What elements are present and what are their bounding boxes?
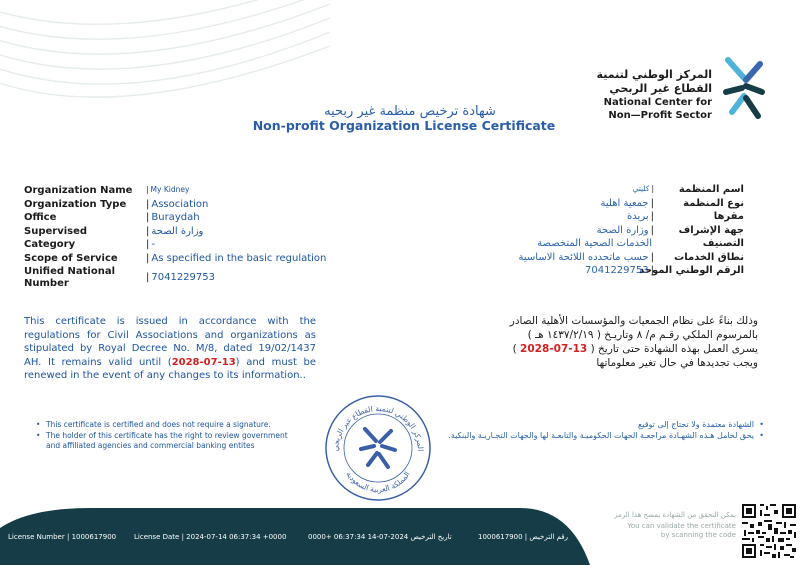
field-row-scope <box>24 253 364 267</box>
certificate-title-ar: شهادة ترخيص منظمة غير ربحيه <box>324 104 496 119</box>
verify-text-en-line1: You can validate the certificate <box>627 522 736 530</box>
field-label: جهة الإشراف <box>678 224 744 236</box>
field-value: | As specified in the basic regulation <box>146 253 326 264</box>
field-label: Supervised <box>24 225 88 237</box>
field-value: | وزارة الصحة <box>146 226 203 237</box>
statement-en <box>24 315 316 383</box>
field-value: | حسب ماتحدده اللائحة الاساسية <box>519 252 654 263</box>
note-item: • الشهادة معتمدة ولا تحتاج إلى توقيع <box>434 420 764 431</box>
license-date-value-ar: 0000+ 06:37:34 14-07-2024 <box>308 533 409 541</box>
statement-en-part2: ) and must be renewed in the event of any changes to its information.. <box>24 356 316 382</box>
verify-text-en-line2: by scanning the code <box>660 531 736 539</box>
field-label: الرقم الوطني الموحد <box>639 265 744 276</box>
license-date-value-en: 2024-07-14 06:37:34 +0000 <box>186 533 287 541</box>
license-date-label-ar: تاريخ الترخيص <box>410 533 452 541</box>
field-value: | Buraydah <box>146 212 200 223</box>
field-row-org-type-ar <box>414 198 744 212</box>
decorative-curves <box>0 0 330 120</box>
field-row-supervised <box>24 226 364 240</box>
note-item: • The holder of this certificate has the right to review government <box>36 431 326 442</box>
field-value: | جمعية اهلية <box>601 198 654 209</box>
field-row-category <box>24 239 364 253</box>
notes-en <box>36 420 326 452</box>
field-value: | 7041229753 <box>585 265 654 276</box>
field-row-unified-number <box>24 266 364 292</box>
field-row-office-ar <box>414 211 744 225</box>
field-value: | 7041229753 <box>146 272 215 283</box>
note-item: • يحق لحامل هـذه الشهـادة مراجعـة الجهات الحكوميـة والتابعـة لها والجهات التجـاريـة والبنكية. <box>434 431 764 442</box>
verify-text-ar: يمكن التحقق من الشهادة بمسح هذا الرمز <box>614 511 736 519</box>
statement-ar <box>428 314 758 370</box>
seal-bottom-text: المملكة العربية السعودية <box>344 469 412 495</box>
license-number-ar: 1000617900 | رقم الترخيص <box>478 533 569 541</box>
field-label: نوع المنظمة <box>683 197 744 209</box>
field-label: نطاق الخدمات <box>674 251 744 263</box>
field-label: مقرها <box>713 211 744 222</box>
field-label: Unified National Number <box>24 266 115 289</box>
field-label: اسم المنظمة <box>678 184 744 195</box>
certificate-title-en: Non-profit Organization License Certificate <box>252 118 556 133</box>
field-row-office <box>24 212 364 226</box>
license-number-value-en: 1000617900 <box>71 533 117 541</box>
official-seal-icon <box>323 393 433 503</box>
license-date-ar <box>308 533 452 541</box>
field-label: Organization Type <box>24 198 127 210</box>
statement-ar-line3-post: ) <box>512 343 517 355</box>
note-item-continuation: and affiliated agencies and commercial banking entites <box>46 441 255 450</box>
fields-ar <box>414 184 744 279</box>
validity-date-ar: 13-07-2028 <box>520 343 588 355</box>
field-row-scope-ar <box>414 252 744 266</box>
field-value: | كليتي <box>633 184 654 193</box>
field-row-org-name <box>24 185 364 199</box>
field-label: التصنيف <box>702 238 744 249</box>
field-label: Organization Name <box>24 185 133 196</box>
field-row-category-ar <box>414 238 744 252</box>
qr-code-icon[interactable] <box>740 502 798 560</box>
field-value: | وزارة الصحة <box>597 225 654 236</box>
field-label: Scope of Service <box>24 252 118 264</box>
field-label: Office <box>24 212 57 223</box>
notes-ar <box>434 420 764 441</box>
license-number-value-ar: 1000617900 <box>478 533 523 541</box>
logo-ar-line1: المركز الوطني لتنمية <box>596 68 712 81</box>
license-number-label-ar: رقم الترخيص <box>529 533 569 541</box>
seal-top-text: المركز الوطني لتنمية القطاع غير الربحي <box>330 403 426 452</box>
statement-en-part1: This certificate is issued in accordance with the regulations for Civil Associations and organizations as stipulated by Royal Decree No. M/8, dated 19/02/1437 AH. It remains valid until ( <box>24 316 316 368</box>
license-date-label-en: License Date <box>134 533 180 541</box>
statement-ar-line3-pre: يسرى العمل بهذه الشهادة حتى تاريخ ( <box>590 343 758 355</box>
license-number-en: License Number | 1000617900 <box>8 533 117 541</box>
field-row-org-name-ar <box>414 184 744 198</box>
field-row-org-type <box>24 199 364 213</box>
license-date-en: License Date | 2024-07-14 06:37:34 +0000 <box>134 533 287 541</box>
field-value: الخدمات الصحية المتخصصة <box>537 238 652 249</box>
license-number-label-en: License Number <box>8 533 65 541</box>
statement-ar-line1: وذلك بناءً على نظام الجمعيات والمؤسسات الأهلية الصادر <box>509 315 758 327</box>
svg-text:المركز الوطني لتنمية القطاع غي <box>331 404 425 452</box>
note-item: • This certificate is certified and does not require a signature. <box>36 420 326 431</box>
field-value: | - <box>146 239 155 250</box>
field-row-supervised-ar <box>414 225 744 239</box>
statement-ar-line3 <box>428 342 758 356</box>
statement-ar-line4: ويجب تجديدها في حال تغير معلوماتها <box>596 357 758 369</box>
statement-ar-line2: بالمرسوم الملكي رقـم م/ ٨ وتاريـخ ( ١٤٣٧/٢/١٩ هـ ) <box>527 329 758 341</box>
validity-date-en: 2028-07-13 <box>171 356 236 368</box>
field-label: Category <box>24 239 76 250</box>
logo-en-line1: National Center for <box>603 97 712 108</box>
fields-en <box>24 185 364 292</box>
logo-en-line2: Non—Profit Sector <box>608 110 712 121</box>
field-value: | بريدة <box>627 211 654 222</box>
field-value: | My Kidney <box>146 185 189 194</box>
logo-ar-line2: القطاع غير الربحي <box>609 82 712 95</box>
field-row-unified-number-ar <box>414 265 744 279</box>
field-value: | Association <box>146 199 208 210</box>
